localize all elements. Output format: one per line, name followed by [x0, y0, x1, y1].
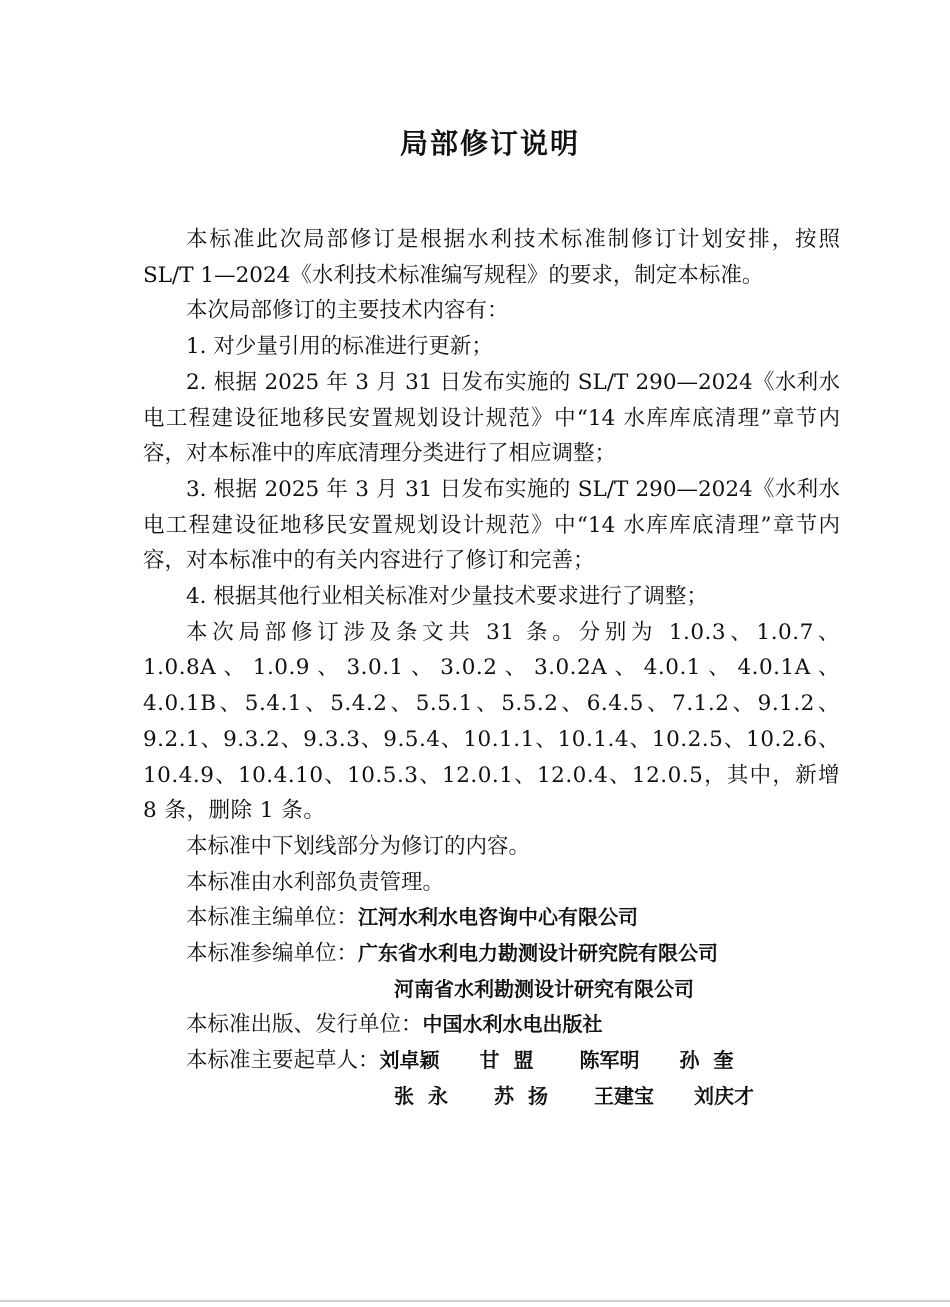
page-title: 局部修订说明	[399, 127, 580, 160]
participant-unit-row	[143, 936, 840, 972]
drafters-list-2	[394, 1079, 794, 1115]
drafters-row-2	[143, 1079, 840, 1115]
drafter-name: 刘卓颖	[379, 1048, 440, 1073]
list-item-3: 3. 根据 2025 年 3 月 31 日发布实施的 SL/T 290—2024《水利水电工程建设征地移民安置规划设计规范》中“14 水库库底清理”章节内容，对本标准中的有关内容进行了修订和完善；	[143, 476, 840, 574]
list-item-1: 1. 对少量引用的标准进行更新；	[186, 334, 493, 360]
drafter-name: 刘庆才	[694, 1083, 754, 1108]
participant-unit-value-1: 广东省水利电力勘测设计研究院有限公司	[358, 941, 719, 966]
list-item-2: 2. 根据 2025 年 3 月 31 日发布实施的 SL/T 290—2024《水利水电工程建设征地移民安置规划设计规范》中“14 水库库底清理”章节内容，对本标准中的库底清理分类进行了相应调整；	[143, 369, 840, 467]
drafter-name: 王建宝	[594, 1083, 654, 1108]
chief-unit-value: 江河水利水电咨询中心有限公司	[358, 905, 639, 930]
chief-unit-label: 本标准主编单位：	[186, 905, 359, 931]
list-item-4: 4. 根据其他行业相关标准对少量技术要求进行了调整；	[186, 584, 708, 610]
paragraph-underline-note: 本标准中下划线部分为修订的内容。	[186, 833, 531, 859]
paragraph-clauses: 本次局部修订涉及条文共 31 条。分别为 1.0.3、1.0.7、1.0.8A、1.0.9、3.0.1、3.0.2、3.0.2A、4.0.1、4.0.1A、4.0.1B、5.4.1、5.4.2、5.5.1、5.5.2、6.4.5、7.1.2、9.1.2、9.2.1、9.3.2、9.3.3、9.5.4、10.1.1、10.1.4、10.2.5、10.2.6、10.4.9、10.4.10、10.5.3、12.0.1、12.0.4、12.0.5，其中，新增 8 条，删除 1 条。	[143, 619, 840, 824]
drafters-row	[143, 1043, 840, 1079]
participant-unit-row-2	[143, 972, 840, 1008]
drafter-name: 陈军明	[579, 1048, 640, 1073]
chief-unit-row	[143, 900, 840, 936]
page-bottom-edge	[0, 1300, 950, 1302]
paragraph-purpose: 本标准此次局部修订是根据水利技术标准制修订计划安排，按照 SL/T 1—2024《水利技术标准编写规程》的要求，制定本标准。	[143, 227, 840, 288]
drafter-name: 甘盟	[479, 1048, 548, 1073]
participant-unit-label: 本标准参编单位：	[186, 941, 359, 967]
drafter-name: 孙奎	[679, 1048, 748, 1073]
publisher-value: 中国水利水电出版社	[422, 1012, 603, 1037]
publisher-label: 本标准出版、发行单位：	[186, 1012, 423, 1038]
paragraph-contents-intro: 本次局部修订的主要技术内容有：	[186, 298, 509, 324]
paragraph-management: 本标准由水利部负责管理。	[186, 869, 445, 895]
document-body	[143, 222, 840, 1115]
drafter-name: 张永	[394, 1083, 462, 1108]
participant-unit-value-2: 河南省水利勘测设计研究有限公司	[394, 976, 694, 1001]
drafter-name: 苏扬	[494, 1083, 562, 1108]
publisher-row	[143, 1007, 840, 1043]
drafters-list-1	[380, 1043, 780, 1079]
drafters-label: 本标准主要起草人：	[186, 1048, 380, 1074]
